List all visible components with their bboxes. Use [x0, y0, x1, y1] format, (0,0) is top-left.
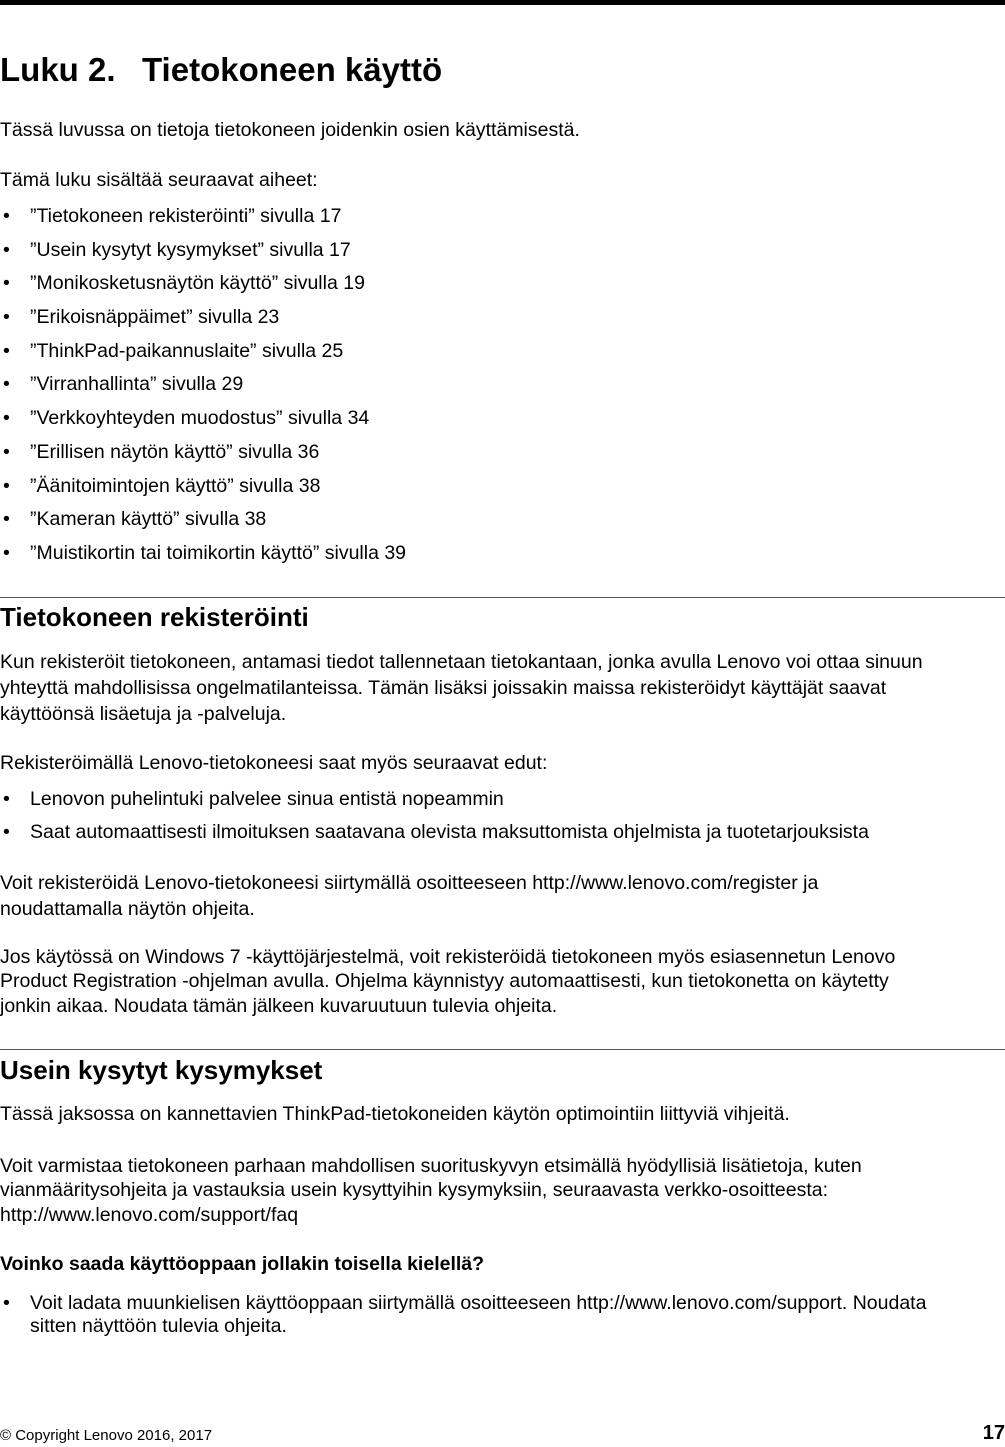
- faq-answer-line1: Voit ladata muunkielisen käyttöoppaan siirtymällä osoitteeseen http://www.lenovo.com/support. Noudata: [30, 1292, 927, 1314]
- toc-item[interactable]: [0, 306, 406, 340]
- bullet-icon: •: [3, 788, 10, 810]
- bullet-icon: •: [3, 373, 10, 396]
- toc-item[interactable]: [0, 239, 406, 273]
- registration-para1-line2: yhteyttä mahdollisissa ongelmatilanteissa. Tämän lisäksi joissakin maissa rekisteröidyt käyttäjät saavat: [0, 677, 887, 699]
- registration-para4-line2: Product Registration -ohjelman avulla. Ohjelma käynnistyy automaattisesti, kun tietokonetta on käytetty: [0, 970, 889, 992]
- registration-para1-line1: Kun rekisteröit tietokoneen, antamasi tiedot tallennetaan tietokantaan, jonka avulla Lenovo voi ottaa sinuun: [0, 651, 923, 673]
- faq-intro: Tässä jaksossa on kannettavien ThinkPad-tietokoneiden käytön optimointiin liittyviä vihjeitä.: [0, 1103, 790, 1125]
- toc-item[interactable]: [0, 205, 406, 239]
- topics-lead: Tämä luku sisältää seuraavat aiheet:: [0, 169, 318, 191]
- faq-question-1: Voinko saada käyttöoppaan jollakin toisella kielellä?: [0, 1253, 485, 1275]
- toc-link[interactable]: ”Erillisen näytön käyttö” sivulla 36: [30, 440, 320, 463]
- toc-link[interactable]: ”Muistikortin tai toimikortin käyttö” sivulla 39: [30, 541, 407, 564]
- registration-para3-line2: noudattamalla näytön ohjeita.: [0, 898, 255, 920]
- list-item-text: Saat automaattisesti ilmoituksen saatavana olevista maksuttomista ohjelmista ja tuotetarjouksista: [30, 821, 869, 843]
- benefits-lead: Rekisteröimällä Lenovo-tietokoneesi saat myös seuraavat edut:: [0, 752, 548, 774]
- bullet-icon: •: [3, 238, 10, 261]
- toc-link[interactable]: ”ThinkPad-paikannuslaite” sivulla 25: [30, 339, 344, 362]
- toc-link[interactable]: ”Tietokoneen rekisteröinti” sivulla 17: [30, 205, 342, 227]
- bullet-icon: •: [3, 339, 10, 362]
- section-divider: [0, 597, 1005, 598]
- faq-para2-line2: vianmääritysohjeita ja vastauksia usein kysyttyihin kysymyksiin, seuraavasta verkko-osoitteesta:: [0, 1179, 829, 1201]
- section-title-faq: Usein kysytyt kysymykset: [0, 1055, 323, 1085]
- registration-para4-line1: Jos käytössä on Windows 7 -käyttöjärjestelmä, voit rekisteröidä tietokoneen myös esiasennetun Lenovo: [0, 946, 896, 968]
- chapter-number: Luku 2.: [0, 51, 116, 88]
- section-title-registration: Tietokoneen rekisteröinti: [0, 602, 309, 632]
- registration-para4-line3: jonkin aikaa. Noudata tämän jälkeen kuvaruutuun tulevia ohjeita.: [0, 995, 558, 1017]
- chapter-intro: Tässä luvussa on tietoja tietokoneen joidenkin osien käyttämisestä.: [0, 119, 580, 141]
- bullet-icon: •: [3, 306, 10, 329]
- toc-link[interactable]: ”Usein kysytyt kysymykset” sivulla 17: [30, 238, 351, 261]
- bullet-icon: •: [3, 407, 10, 430]
- toc-item[interactable]: [0, 272, 406, 306]
- chapter-toc: [0, 205, 406, 576]
- top-rule: [0, 0, 1005, 5]
- registration-para3-line1: Voit rekisteröidä Lenovo-tietokoneesi siirtymällä osoitteeseen http://www.lenovo.com/register ja: [0, 872, 819, 894]
- chapter-title: [0, 50, 442, 90]
- bullet-icon: •: [3, 440, 10, 463]
- bullet-icon: •: [3, 205, 10, 227]
- faq-answer-line2: sitten näyttöön tulevia ohjeita.: [30, 1315, 287, 1337]
- toc-item[interactable]: [0, 441, 406, 475]
- faq-answer-list: [0, 1292, 926, 1338]
- toc-item[interactable]: [0, 373, 406, 407]
- section-divider: [0, 1049, 1005, 1050]
- bullet-icon: •: [3, 541, 10, 564]
- toc-link[interactable]: ”Äänitoimintojen käyttö” sivulla 38: [30, 474, 321, 497]
- toc-item[interactable]: [0, 407, 406, 441]
- toc-item[interactable]: [0, 475, 406, 509]
- faq-para2-line1: Voit varmistaa tietokoneen parhaan mahdollisen suorituskyvyn etsimällä hyödyllisiä lisätietoja, kuten: [0, 1155, 862, 1177]
- bullet-icon: •: [3, 474, 10, 497]
- benefits-list: [0, 788, 869, 854]
- list-item: [0, 1292, 926, 1338]
- page-number: 17: [982, 1422, 1005, 1444]
- list-item: [0, 821, 869, 854]
- list-item: [0, 788, 869, 821]
- bullet-icon: •: [3, 821, 10, 843]
- toc-item[interactable]: [0, 340, 406, 374]
- toc-link[interactable]: ”Kameran käyttö” sivulla 38: [30, 508, 267, 531]
- toc-item[interactable]: [0, 508, 406, 542]
- faq-para2-line3: http://www.lenovo.com/support/faq: [0, 1204, 299, 1226]
- bullet-icon: •: [3, 272, 10, 295]
- toc-link[interactable]: ”Erikoisnäppäimet” sivulla 23: [30, 306, 280, 329]
- bullet-icon: •: [3, 508, 10, 531]
- toc-link[interactable]: ”Verkkoyhteyden muodostus” sivulla 34: [30, 407, 370, 430]
- copyright-notice: © Copyright Lenovo 2016, 2017: [0, 1427, 213, 1444]
- bullet-icon: •: [3, 1292, 10, 1314]
- chapter-title-text: Tietokoneen käyttö: [142, 51, 443, 88]
- toc-link[interactable]: ”Virranhallinta” sivulla 29: [30, 373, 244, 396]
- list-item-text: Lenovon puhelintuki palvelee sinua entistä nopeammin: [30, 788, 504, 810]
- toc-link[interactable]: ”Monikosketusnäytön käyttö” sivulla 19: [30, 272, 365, 295]
- toc-item[interactable]: [0, 542, 406, 576]
- registration-para1-line3: käyttöönsä lisäetuja ja -palveluja.: [0, 703, 287, 725]
